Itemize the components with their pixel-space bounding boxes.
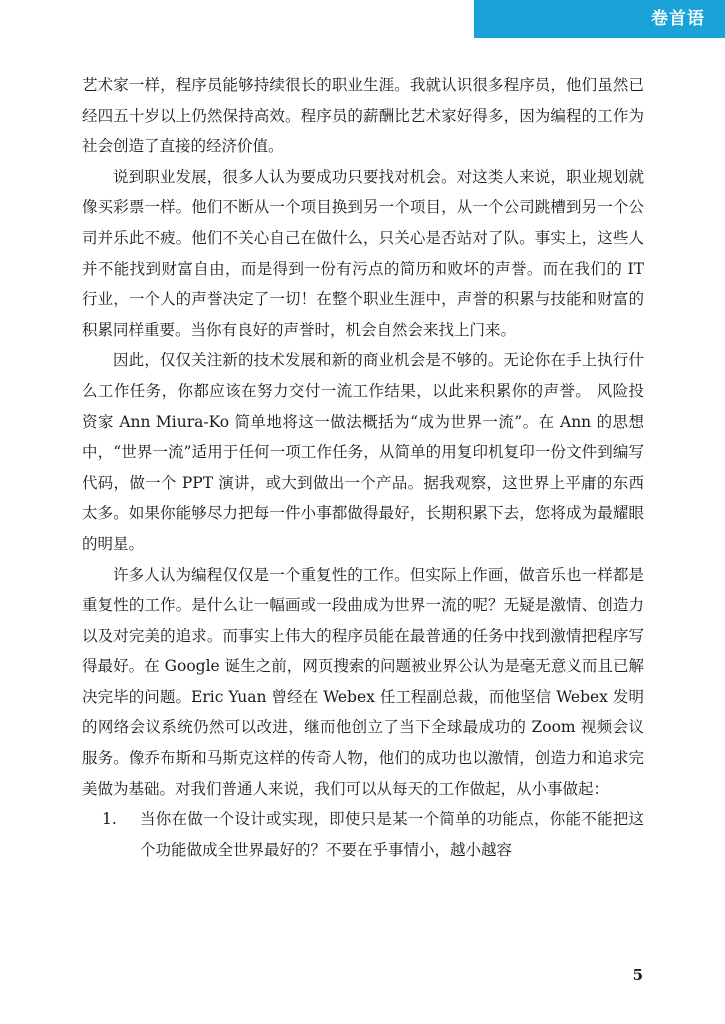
paragraph-passion: 许多人认为编程仅仅是一个重复性的工作。但实际上作画，做音乐也一样都是重复性的工作。是什么让一幅画或一段曲成为世界一流的呢？无疑是激情、创造力以及对完美的追求。而事实上伟大的程序员能在最普通的任务中找到激情把程序写得最好。在 Google 诞生之前，网页搜索的问题被业界公认为是毫无意义而且已解决完毕的问题。Eric Yuan 曾经在 Webex 任工程副总裁，而他坚信 Webex 发明的网络会议系统仍然可以改进，继而他创立了当下全球最成功的 Zoom 视频会议服务。像乔布斯和马斯克这样的传奇人物，他们的成功也以激情，创造力和追求完美做为基础。对我们普通人来说，我们可以从每天的工作做起，从小事做起： [82,565,644,798]
page-number: 5 [632,966,643,984]
paragraph-world-class: 因此，仅仅关注新的技术发展和新的商业机会是不够的。无论你在手上执行什么工作任务，你都应该在努力交付一流工作结果，以此来积累你的声誉。 风险投资家 Ann Miura-Ko 简单地将这一做法概括为“成为世界一流”。在 Ann 的思想中，“世界一流”适用于任何一项工作任务，从简单的用复印机复印一份文件到编写代码，做一个 PPT 演讲，或大到做出一个产品。据我观察，这世界上平庸的东西太多。如果你能够尽力把每一件小事都做得最好，长期积累下去，您将成为最耀眼的明星。 [82,351,644,553]
section-title: 卷首语 [651,9,705,29]
list-item-text: 当你在做一个设计或实现，即使只是某一个简单的功能点，你能不能把这个功能做成全世界最好的？不要在乎事情小，越小越容 [140,810,644,859]
article-body [82,70,644,865]
section-title-tab [474,0,725,38]
list-item [82,804,644,865]
list-item-number: 1. [102,810,117,829]
paragraph-continuation: 艺术家一样，程序员能够持续很长的职业生涯。我就认识很多程序员，他们虽然已经四五十岁以上仍然保持高效。程序员的薪酬比艺术家好得多，因为编程的工作为社会创造了直接的经济价值。 [82,76,644,156]
paragraph-career: 说到职业发展，很多人认为要成功只要找对机会。对这类人来说，职业规划就像买彩票一样。他们不断从一个项目换到另一个项目，从一个公司跳槽到另一个公司并乐此不疲。他们不关心自己在做什么，只关心是否站对了队。事实上，这些人并不能找到财富自由，而是得到一份有污点的简历和败坏的声誉。而在我们的 IT 行业，一个人的声誉决定了一切！在整个职业生涯中，声誉的积累与技能和财富的积累同样重要。当你有良好的声誉时，机会自然会来找上门来。 [82,167,644,339]
